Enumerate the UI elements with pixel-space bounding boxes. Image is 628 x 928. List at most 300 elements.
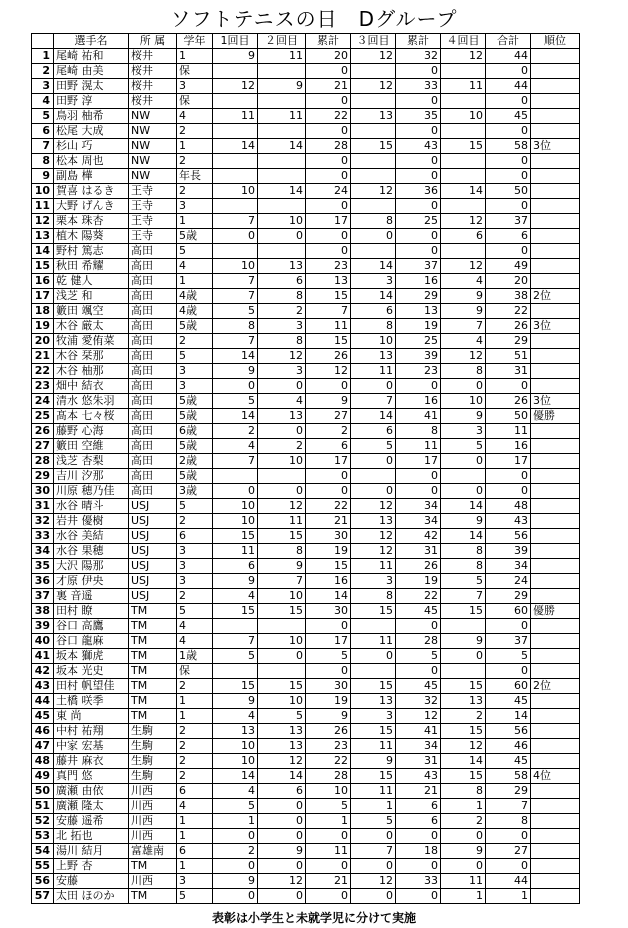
row-number-cell: 36 — [32, 574, 54, 589]
rank-cell — [531, 424, 580, 439]
rank-cell — [531, 634, 580, 649]
total-cell: 0 — [486, 64, 531, 79]
rank-cell — [531, 109, 580, 124]
subtotal-2-cell: 41 — [396, 724, 441, 739]
subtotal-1-cell: 30 — [306, 529, 351, 544]
round-3-cell — [351, 124, 396, 139]
affiliation-cell: TM — [129, 679, 177, 694]
round-4-cell: 4 — [441, 274, 486, 289]
header-cell: 所 属 — [129, 34, 177, 49]
grade-cell: 1 — [177, 49, 213, 64]
subtotal-1-cell: 19 — [306, 694, 351, 709]
round-2-cell: 15 — [258, 529, 306, 544]
row-number-cell: 40 — [32, 634, 54, 649]
round-3-cell: 11 — [351, 559, 396, 574]
round-4-cell: 12 — [441, 214, 486, 229]
round-3-cell: 3 — [351, 574, 396, 589]
rank-cell — [531, 334, 580, 349]
grade-cell: 1 — [177, 859, 213, 874]
round-2-cell — [258, 64, 306, 79]
player-name-cell: 安藤 — [54, 874, 129, 889]
affiliation-cell: 高田 — [129, 259, 177, 274]
round-4-cell — [441, 244, 486, 259]
table-row — [32, 724, 580, 739]
subtotal-2-cell: 43 — [396, 769, 441, 784]
round-2-cell: 12 — [258, 874, 306, 889]
rank-cell — [531, 724, 580, 739]
round-3-cell: 0 — [351, 379, 396, 394]
round-4-cell — [441, 199, 486, 214]
player-name-cell: 土橋 咲季 — [54, 694, 129, 709]
row-number-cell: 15 — [32, 259, 54, 274]
player-name-cell: 大野 げんき — [54, 199, 129, 214]
round-4-cell: 9 — [441, 844, 486, 859]
affiliation-cell: 高田 — [129, 379, 177, 394]
total-cell: 17 — [486, 454, 531, 469]
row-number-cell: 12 — [32, 214, 54, 229]
table-row — [32, 859, 580, 874]
round-4-cell: 0 — [441, 379, 486, 394]
header-cell: 学年 — [177, 34, 213, 49]
row-number-cell: 28 — [32, 454, 54, 469]
subtotal-1-cell: 30 — [306, 679, 351, 694]
round-3-cell: 11 — [351, 364, 396, 379]
grade-cell: 2 — [177, 154, 213, 169]
round-2-cell: 13 — [258, 739, 306, 754]
player-name-cell: 清水 悠朱羽 — [54, 394, 129, 409]
subtotal-2-cell: 23 — [396, 364, 441, 379]
round-4-cell: 15 — [441, 769, 486, 784]
grade-cell: 1 — [177, 814, 213, 829]
round-1-cell — [213, 154, 258, 169]
rank-cell — [531, 784, 580, 799]
table-row — [32, 214, 580, 229]
affiliation-cell: 桜井 — [129, 64, 177, 79]
subtotal-2-cell: 0 — [396, 889, 441, 904]
table-row — [32, 319, 580, 334]
round-3-cell: 7 — [351, 844, 396, 859]
grade-cell: 5歳 — [177, 409, 213, 424]
round-4-cell: 9 — [441, 304, 486, 319]
player-name-cell: 栗本 珠杏 — [54, 214, 129, 229]
round-1-cell — [213, 64, 258, 79]
table-row — [32, 589, 580, 604]
table-row — [32, 394, 580, 409]
round-2-cell: 14 — [258, 139, 306, 154]
grade-cell: 2 — [177, 514, 213, 529]
table-row — [32, 709, 580, 724]
player-name-cell: 水谷 美結 — [54, 529, 129, 544]
subtotal-2-cell: 32 — [396, 49, 441, 64]
round-3-cell: 15 — [351, 724, 396, 739]
player-name-cell: 岩井 優樹 — [54, 514, 129, 529]
table-row — [32, 829, 580, 844]
rank-cell — [531, 859, 580, 874]
round-3-cell: 0 — [351, 229, 396, 244]
table-row — [32, 739, 580, 754]
row-number-cell: 7 — [32, 139, 54, 154]
round-1-cell: 1 — [213, 814, 258, 829]
grade-cell: 3 — [177, 559, 213, 574]
player-name-cell: 湯川 結月 — [54, 844, 129, 859]
table-row — [32, 49, 580, 64]
grade-cell: 4 — [177, 259, 213, 274]
grade-cell: 5歳 — [177, 469, 213, 484]
row-number-cell: 9 — [32, 169, 54, 184]
round-2-cell: 0 — [258, 379, 306, 394]
subtotal-2-cell: 0 — [396, 94, 441, 109]
round-2-cell: 10 — [258, 454, 306, 469]
row-number-cell: 26 — [32, 424, 54, 439]
round-4-cell: 2 — [441, 709, 486, 724]
round-3-cell: 3 — [351, 274, 396, 289]
table-row — [32, 289, 580, 304]
subtotal-2-cell: 0 — [396, 859, 441, 874]
subtotal-1-cell: 5 — [306, 799, 351, 814]
row-number-cell: 43 — [32, 679, 54, 694]
table-row — [32, 364, 580, 379]
round-2-cell — [258, 244, 306, 259]
round-2-cell: 15 — [258, 679, 306, 694]
rank-cell — [531, 754, 580, 769]
round-2-cell: 0 — [258, 229, 306, 244]
subtotal-1-cell: 0 — [306, 469, 351, 484]
round-3-cell: 15 — [351, 679, 396, 694]
table-row — [32, 124, 580, 139]
affiliation-cell: TM — [129, 634, 177, 649]
table-row — [32, 184, 580, 199]
subtotal-2-cell: 43 — [396, 139, 441, 154]
row-number-cell: 17 — [32, 289, 54, 304]
affiliation-cell: USJ — [129, 499, 177, 514]
rank-cell — [531, 169, 580, 184]
table-row — [32, 544, 580, 559]
round-1-cell: 14 — [213, 349, 258, 364]
player-name-cell: 大沢 陽那 — [54, 559, 129, 574]
row-number-cell: 57 — [32, 889, 54, 904]
round-4-cell: 11 — [441, 79, 486, 94]
player-name-cell: 田村 帆望佳 — [54, 679, 129, 694]
affiliation-cell: 高田 — [129, 454, 177, 469]
table-row — [32, 109, 580, 124]
score-table — [31, 33, 580, 904]
round-4-cell: 7 — [441, 319, 486, 334]
round-3-cell — [351, 244, 396, 259]
subtotal-1-cell: 10 — [306, 784, 351, 799]
subtotal-2-cell: 41 — [396, 409, 441, 424]
round-4-cell: 15 — [441, 679, 486, 694]
row-number-cell: 41 — [32, 649, 54, 664]
subtotal-1-cell: 0 — [306, 829, 351, 844]
grade-cell: 3 — [177, 544, 213, 559]
round-3-cell: 0 — [351, 454, 396, 469]
round-2-cell — [258, 154, 306, 169]
affiliation-cell: 生駒 — [129, 739, 177, 754]
round-4-cell: 10 — [441, 394, 486, 409]
affiliation-cell: NW — [129, 154, 177, 169]
total-cell: 24 — [486, 574, 531, 589]
subtotal-1-cell: 17 — [306, 634, 351, 649]
round-1-cell: 6 — [213, 559, 258, 574]
table-row — [32, 259, 580, 274]
player-name-cell: 裏 音遥 — [54, 589, 129, 604]
header-cell: 1回目 — [213, 34, 258, 49]
round-3-cell — [351, 619, 396, 634]
row-number-cell: 22 — [32, 364, 54, 379]
affiliation-cell: TM — [129, 694, 177, 709]
total-cell: 56 — [486, 724, 531, 739]
round-4-cell — [441, 124, 486, 139]
row-number-cell: 21 — [32, 349, 54, 364]
row-number-cell: 52 — [32, 814, 54, 829]
rank-cell — [531, 349, 580, 364]
total-cell: 0 — [486, 619, 531, 634]
affiliation-cell: 桜井 — [129, 94, 177, 109]
round-2-cell: 12 — [258, 499, 306, 514]
subtotal-2-cell: 42 — [396, 529, 441, 544]
grade-cell: 2 — [177, 334, 213, 349]
grade-cell: 保 — [177, 94, 213, 109]
row-number-cell: 46 — [32, 724, 54, 739]
player-name-cell: 水谷 晴斗 — [54, 499, 129, 514]
total-cell: 60 — [486, 679, 531, 694]
round-4-cell: 9 — [441, 634, 486, 649]
affiliation-cell: 高田 — [129, 349, 177, 364]
grade-cell: 1 — [177, 274, 213, 289]
subtotal-2-cell: 0 — [396, 229, 441, 244]
total-cell: 7 — [486, 799, 531, 814]
rank-cell — [531, 274, 580, 289]
grade-cell: 5歳 — [177, 319, 213, 334]
subtotal-1-cell: 12 — [306, 364, 351, 379]
subtotal-2-cell: 6 — [396, 799, 441, 814]
round-3-cell — [351, 64, 396, 79]
round-4-cell: 4 — [441, 334, 486, 349]
round-1-cell: 0 — [213, 379, 258, 394]
round-4-cell: 12 — [441, 49, 486, 64]
rank-cell — [531, 514, 580, 529]
total-cell: 58 — [486, 139, 531, 154]
subtotal-1-cell: 22 — [306, 109, 351, 124]
rank-cell — [531, 589, 580, 604]
round-4-cell — [441, 94, 486, 109]
affiliation-cell: TM — [129, 649, 177, 664]
round-1-cell: 10 — [213, 514, 258, 529]
rank-cell — [531, 664, 580, 679]
grade-cell: 4 — [177, 799, 213, 814]
round-4-cell — [441, 169, 486, 184]
row-number-cell: 16 — [32, 274, 54, 289]
round-3-cell: 14 — [351, 289, 396, 304]
subtotal-2-cell: 25 — [396, 334, 441, 349]
affiliation-cell: 高田 — [129, 394, 177, 409]
round-3-cell: 11 — [351, 784, 396, 799]
row-number-cell: 45 — [32, 709, 54, 724]
subtotal-1-cell: 23 — [306, 259, 351, 274]
player-name-cell: 田野 淳 — [54, 94, 129, 109]
round-2-cell: 0 — [258, 649, 306, 664]
row-number-cell: 42 — [32, 664, 54, 679]
row-number-cell: 19 — [32, 319, 54, 334]
rank-cell: 2位 — [531, 679, 580, 694]
round-4-cell: 8 — [441, 544, 486, 559]
header-cell: ２回目 — [258, 34, 306, 49]
total-cell: 37 — [486, 214, 531, 229]
round-2-cell: 6 — [258, 784, 306, 799]
table-row — [32, 469, 580, 484]
round-3-cell: 0 — [351, 829, 396, 844]
total-cell: 50 — [486, 184, 531, 199]
round-4-cell: 8 — [441, 559, 486, 574]
rank-cell — [531, 649, 580, 664]
subtotal-1-cell: 0 — [306, 244, 351, 259]
row-number-cell: 6 — [32, 124, 54, 139]
subtotal-2-cell: 39 — [396, 349, 441, 364]
round-1-cell: 15 — [213, 529, 258, 544]
rank-cell — [531, 379, 580, 394]
affiliation-cell: 生駒 — [129, 724, 177, 739]
round-2-cell: 2 — [258, 439, 306, 454]
rank-cell — [531, 484, 580, 499]
round-2-cell: 8 — [258, 334, 306, 349]
round-2-cell: 14 — [258, 769, 306, 784]
round-1-cell: 11 — [213, 544, 258, 559]
round-2-cell: 3 — [258, 319, 306, 334]
affiliation-cell: 高田 — [129, 304, 177, 319]
round-1-cell: 10 — [213, 499, 258, 514]
subtotal-2-cell: 28 — [396, 634, 441, 649]
round-1-cell: 7 — [213, 289, 258, 304]
total-cell: 38 — [486, 289, 531, 304]
round-1-cell: 4 — [213, 439, 258, 454]
table-row — [32, 799, 580, 814]
grade-cell: 保 — [177, 64, 213, 79]
round-1-cell: 14 — [213, 769, 258, 784]
grade-cell: 2 — [177, 754, 213, 769]
header-cell: 累計 — [396, 34, 441, 49]
round-2-cell: 13 — [258, 724, 306, 739]
grade-cell: 6歳 — [177, 424, 213, 439]
player-name-cell: 賀喜 はるき — [54, 184, 129, 199]
table-row — [32, 664, 580, 679]
total-cell: 31 — [486, 364, 531, 379]
player-name-cell: 野村 篤志 — [54, 244, 129, 259]
affiliation-cell: NW — [129, 169, 177, 184]
round-2-cell: 11 — [258, 109, 306, 124]
round-2-cell: 10 — [258, 634, 306, 649]
rank-cell — [531, 619, 580, 634]
total-cell: 0 — [486, 859, 531, 874]
total-cell: 0 — [486, 664, 531, 679]
row-number-cell: 33 — [32, 529, 54, 544]
total-cell: 45 — [486, 109, 531, 124]
grade-cell: 5歳 — [177, 439, 213, 454]
subtotal-1-cell: 13 — [306, 274, 351, 289]
affiliation-cell: 川西 — [129, 799, 177, 814]
player-name-cell: 植木 陽葵 — [54, 229, 129, 244]
total-cell: 8 — [486, 814, 531, 829]
table-row — [32, 844, 580, 859]
affiliation-cell: NW — [129, 139, 177, 154]
total-cell: 0 — [486, 484, 531, 499]
total-cell: 0 — [486, 829, 531, 844]
round-4-cell: 10 — [441, 109, 486, 124]
subtotal-2-cell: 13 — [396, 304, 441, 319]
table-row — [32, 139, 580, 154]
total-cell: 29 — [486, 589, 531, 604]
subtotal-1-cell: 0 — [306, 199, 351, 214]
rank-cell: 優勝 — [531, 409, 580, 424]
player-name-cell: 廣瀬 隆太 — [54, 799, 129, 814]
subtotal-2-cell: 19 — [396, 574, 441, 589]
affiliation-cell: USJ — [129, 574, 177, 589]
round-2-cell: 4 — [258, 394, 306, 409]
affiliation-cell: USJ — [129, 529, 177, 544]
round-1-cell: 7 — [213, 334, 258, 349]
table-row — [32, 679, 580, 694]
round-4-cell: 0 — [441, 829, 486, 844]
player-name-cell: 浅芝 和 — [54, 289, 129, 304]
table-row — [32, 304, 580, 319]
rank-cell — [531, 304, 580, 319]
grade-cell: 4歳 — [177, 289, 213, 304]
player-name-cell: 北 拓也 — [54, 829, 129, 844]
table-row — [32, 199, 580, 214]
row-number-cell: 39 — [32, 619, 54, 634]
total-cell: 56 — [486, 529, 531, 544]
subtotal-2-cell: 8 — [396, 424, 441, 439]
round-4-cell: 15 — [441, 724, 486, 739]
round-1-cell: 12 — [213, 79, 258, 94]
round-2-cell — [258, 469, 306, 484]
affiliation-cell: 生駒 — [129, 754, 177, 769]
subtotal-2-cell: 36 — [396, 184, 441, 199]
rank-cell — [531, 214, 580, 229]
row-number-cell: 37 — [32, 589, 54, 604]
table-row — [32, 229, 580, 244]
affiliation-cell: 川西 — [129, 814, 177, 829]
player-name-cell: 鳥羽 柚希 — [54, 109, 129, 124]
table-row — [32, 754, 580, 769]
subtotal-1-cell: 0 — [306, 229, 351, 244]
total-cell: 5 — [486, 649, 531, 664]
subtotal-1-cell: 26 — [306, 349, 351, 364]
player-name-cell: 髙本 七々桜 — [54, 409, 129, 424]
round-2-cell — [258, 169, 306, 184]
round-1-cell — [213, 664, 258, 679]
subtotal-2-cell: 18 — [396, 844, 441, 859]
subtotal-2-cell: 45 — [396, 679, 441, 694]
round-3-cell: 8 — [351, 214, 396, 229]
round-1-cell: 0 — [213, 829, 258, 844]
round-1-cell: 4 — [213, 589, 258, 604]
rank-cell — [531, 799, 580, 814]
round-3-cell: 15 — [351, 604, 396, 619]
round-4-cell — [441, 154, 486, 169]
total-cell: 0 — [486, 124, 531, 139]
affiliation-cell: 高田 — [129, 484, 177, 499]
rank-cell: 3位 — [531, 319, 580, 334]
grade-cell: 6 — [177, 784, 213, 799]
subtotal-1-cell: 0 — [306, 154, 351, 169]
subtotal-1-cell: 20 — [306, 49, 351, 64]
grade-cell: 5 — [177, 244, 213, 259]
subtotal-1-cell: 0 — [306, 859, 351, 874]
round-4-cell — [441, 64, 486, 79]
subtotal-2-cell: 5 — [396, 649, 441, 664]
rank-cell — [531, 709, 580, 724]
grade-cell: 4 — [177, 619, 213, 634]
